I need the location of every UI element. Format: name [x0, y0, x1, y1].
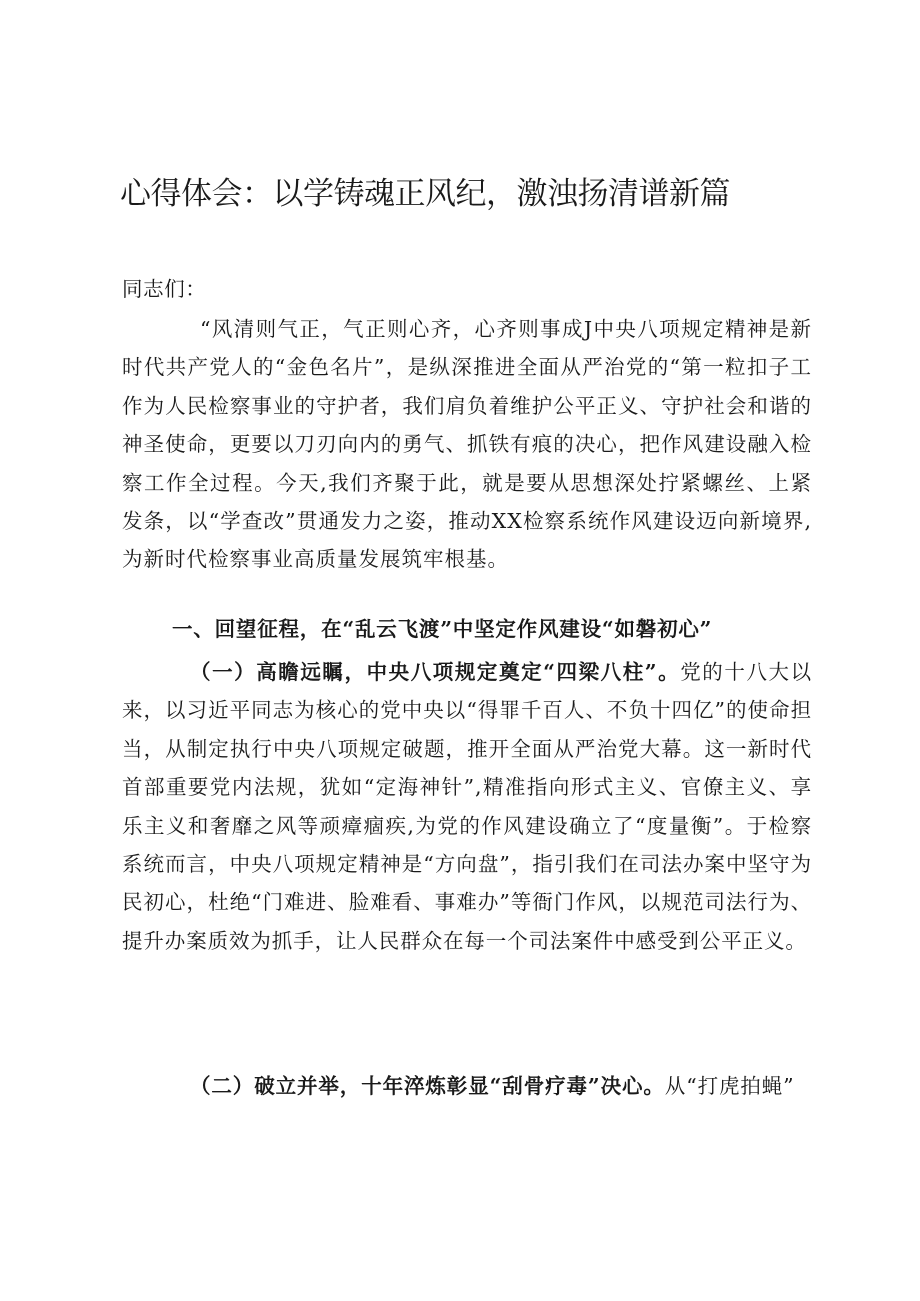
- section-1-lead: （一）高瞻远瞩，中央八项规定奠定“四梁八柱”。: [190, 660, 681, 684]
- section-2-lead: （二）破立并举，十年淬炼彰显“刮骨疗毒”决心。: [190, 1074, 665, 1098]
- section-2-paragraph: [122, 1067, 812, 1105]
- section-heading-1: 一、回望征程，在“乱云飞渡”中坚定作风建设“如磐初心”: [172, 617, 713, 641]
- section-2-body: 从“打虎拍蝇”: [664, 1074, 795, 1098]
- intro-paragraph: “风清则气正，气正则心齐，心齐则事成J中央八项规定精神是新时代共产党人的“金色名片”，是纵深推进全面从严治党的“第一粒扣子工作为人民检察事业的守护者，我们肩负着维护公平正义、守护社会和谐的神圣使命，更要以刀刃向内的勇气、抓铁有痕的决心，把作风建设融入检察工作全过程。今天,我们齐聚于此，就是要从思想深处拧紧螺丝、上紧发条，以“学查改”贯通发力之姿，推动XX检察系统作风建设迈向新境界,为新时代检察事业高质量发展筑牢根基。: [122, 317, 812, 572]
- salutation: 同志们：: [122, 277, 207, 301]
- section-1-body: 党的十八大以来，以习近平同志为核心的党中央以“得罪千百人、不负十四亿”的使命担当，从制定执行中央八项规定破题，推开全面从严治党大幕。这一新时代首部重要党内法规，犹如“定海神针”,精准指向形式主义、官僚主义、享乐主义和奢靡之风等顽瘴痼疾,为党的作风建设确立了“度量衡”。于检察系统而言，中央八项规定精神是“方向盘”，指引我们在司法办案中坚守为民初心，杜绝“门难进、脸难看、事难办”等衙门作风，以规范司法行为、提升办案质效为抓手，让人民群众在每一个司法案件中感受到公平正义。: [122, 660, 812, 953]
- document-title: 心得体会：以学铸魂正风纪，激浊扬清谱新篇: [120, 176, 730, 212]
- section-1-paragraph: [122, 653, 812, 960]
